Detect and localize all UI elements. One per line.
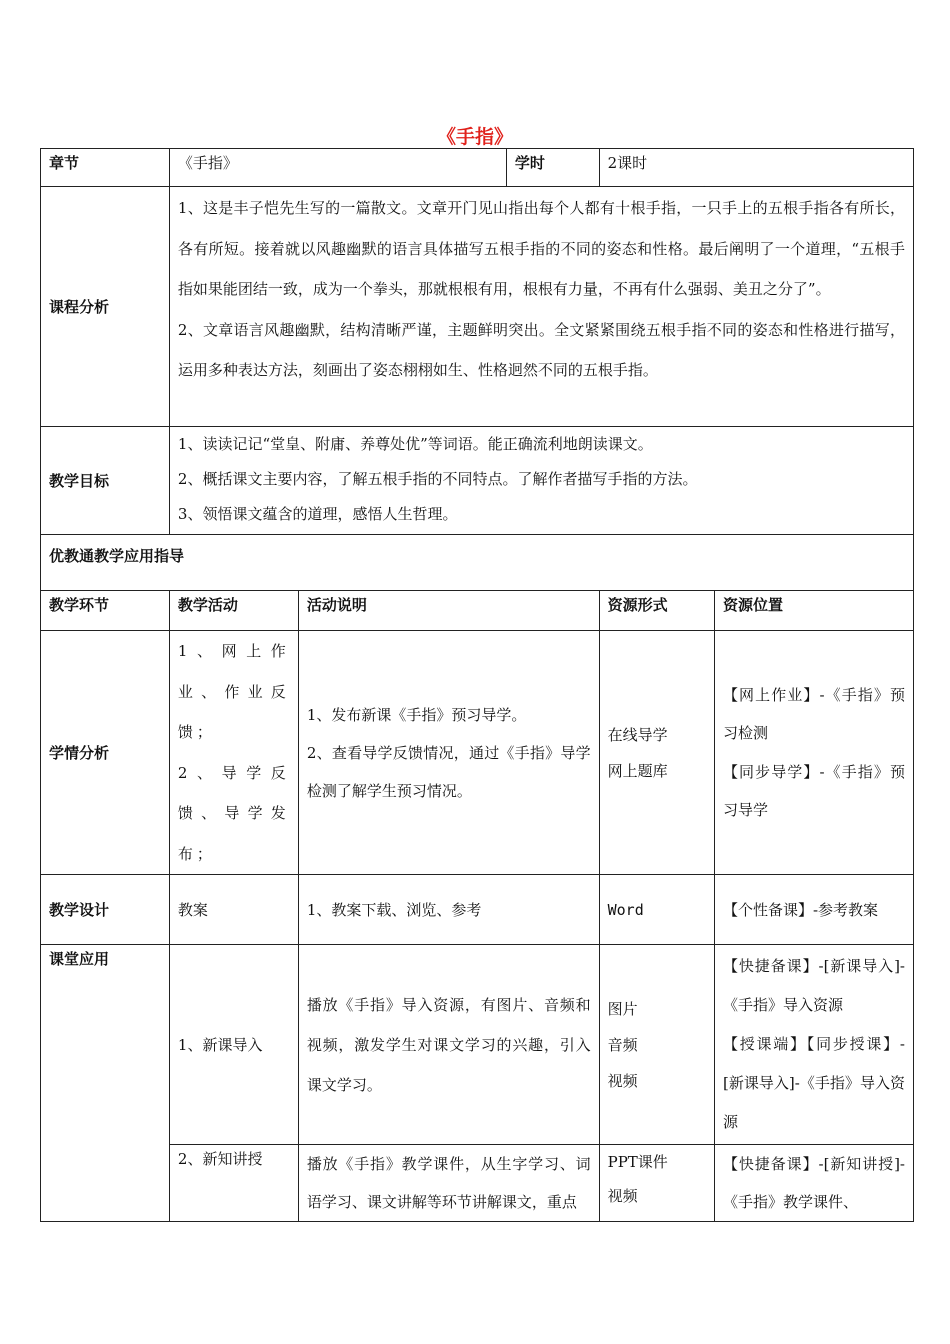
description-line: 2、查看导学反馈情况，通过《手指》导学检测了解学生预习情况。 [306, 743, 591, 800]
lesson-plan-table [40, 148, 914, 1222]
table-row [41, 945, 914, 1145]
goal-item: 3、领悟课文蕴含的道理，感悟人生哲理。 [177, 505, 458, 523]
stage-cell: 学情分析 [41, 631, 170, 875]
activity-cell: 2、新知讲授 [169, 1145, 298, 1222]
table-row [41, 631, 914, 875]
description-cell: 1、教案下载、浏览、参考 [298, 875, 599, 945]
resource-location-cell [714, 945, 913, 1145]
resource-location-line: 【快捷备课】-[新课导入]-《手指》导入资源 [722, 957, 905, 1014]
resource-type-line: PPT课件 [607, 1153, 668, 1171]
chapter-label: 章节 [41, 149, 170, 187]
goal-item: 2、概括课文主要内容，了解五根手指的不同特点。了解作者描写手指的方法。 [177, 470, 698, 488]
resource-type-line: 网上题库 [607, 761, 668, 780]
col-header-activity: 教学活动 [169, 591, 298, 631]
analysis-paragraph-1: 1、这是丰子恺先生写的一篇散文。文章开门见山指出每个人都有十根手指，一只手上的五根手指各有所长，各有所短。接着就以风趣幽默的语言具体描写五根手指的不同的姿态和性格。最后阐明了一个道理，“五根手指如果能团结一致，成为一个拳头，那就根根有用，根根有力量，不再有什么强弱、美丑之分了”。 [177, 199, 905, 298]
stage-cell: 教学设计 [41, 875, 170, 945]
description-cell [298, 631, 599, 875]
activity-cell: 教案 [169, 875, 298, 945]
course-analysis-content [169, 187, 913, 427]
teaching-goals-row [41, 427, 914, 535]
table-row [41, 875, 914, 945]
resource-type-line: 图片 [607, 999, 638, 1018]
goal-item: 1、读读记记“堂皇、附庸、养尊处优”等词语。能正确流利地朗读课文。 [177, 435, 653, 453]
document-title: 《手指》 [436, 126, 513, 148]
guide-heading: 优教通教学应用指导 [41, 535, 914, 591]
resource-type-cell [599, 945, 714, 1145]
resource-location-cell: 【个性备课】-参考教案 [714, 875, 913, 945]
teaching-goals-label: 教学目标 [41, 427, 170, 535]
resource-type-line: 在线导学 [607, 725, 668, 744]
resource-type-line: 视频 [607, 1071, 638, 1090]
description-cell: 播放《手指》教学课件，从生字学习、词语学习、课文讲解等环节讲解课文，重点 [298, 1145, 599, 1222]
resource-location-line: 【网上作业】-《手指》预习检测 [722, 685, 905, 742]
course-analysis-row [41, 187, 914, 427]
resource-location-line: 【授课端】【同步授课】-[新课导入]-《手指》导入资源 [722, 1035, 905, 1131]
guide-heading-row [41, 535, 914, 591]
resource-type-cell: Word [599, 875, 714, 945]
table-row [41, 1145, 914, 1222]
course-analysis-label: 课程分析 [41, 187, 170, 427]
resource-type-line: 视频 [607, 1187, 638, 1205]
resource-location-line: 【同步导学】-《手指》预习导学 [722, 762, 905, 819]
resource-location-cell [714, 631, 913, 875]
chapter-row [41, 149, 914, 187]
activity-line: 1、网上作业、作业反馈； [177, 642, 290, 741]
analysis-paragraph-2: 2、文章语言风趣幽默，结构清晰严谨，主题鲜明突出。全文紧紧围绕五根手指不同的姿态和性格进行描写，运用多种表达方法，刻画出了姿态栩栩如生、性格迥然不同的五根手指。 [177, 320, 905, 379]
description-line: 1、发布新课《手指》预习导学。 [306, 705, 527, 724]
teaching-goals-content [169, 427, 913, 535]
hours-label: 学时 [506, 149, 599, 187]
col-header-resource-location: 资源位置 [714, 591, 913, 631]
resource-type-line: 音频 [607, 1035, 638, 1054]
activity-cell: 1、新课导入 [169, 945, 298, 1145]
resource-type-cell [599, 631, 714, 875]
chapter-value: 《手指》 [169, 149, 506, 187]
stage-cell: 课堂应用 [41, 945, 170, 1222]
col-header-resource-type: 资源形式 [599, 591, 714, 631]
resource-location-cell: 【快捷备课】-[新知讲授]-《手指》教学课件、 [714, 1145, 913, 1222]
activity-cell [169, 631, 298, 875]
col-header-stage: 教学环节 [41, 591, 170, 631]
activity-line: 2、导学反馈、导学发布； [177, 763, 290, 863]
resource-type-cell [599, 1145, 714, 1222]
col-header-description: 活动说明 [298, 591, 599, 631]
column-header-row [41, 591, 914, 631]
description-cell: 播放《手指》导入资源，有图片、音频和视频，激发学生对课文学习的兴趣，引入课文学习。 [298, 945, 599, 1145]
hours-value: 2课时 [599, 149, 913, 187]
